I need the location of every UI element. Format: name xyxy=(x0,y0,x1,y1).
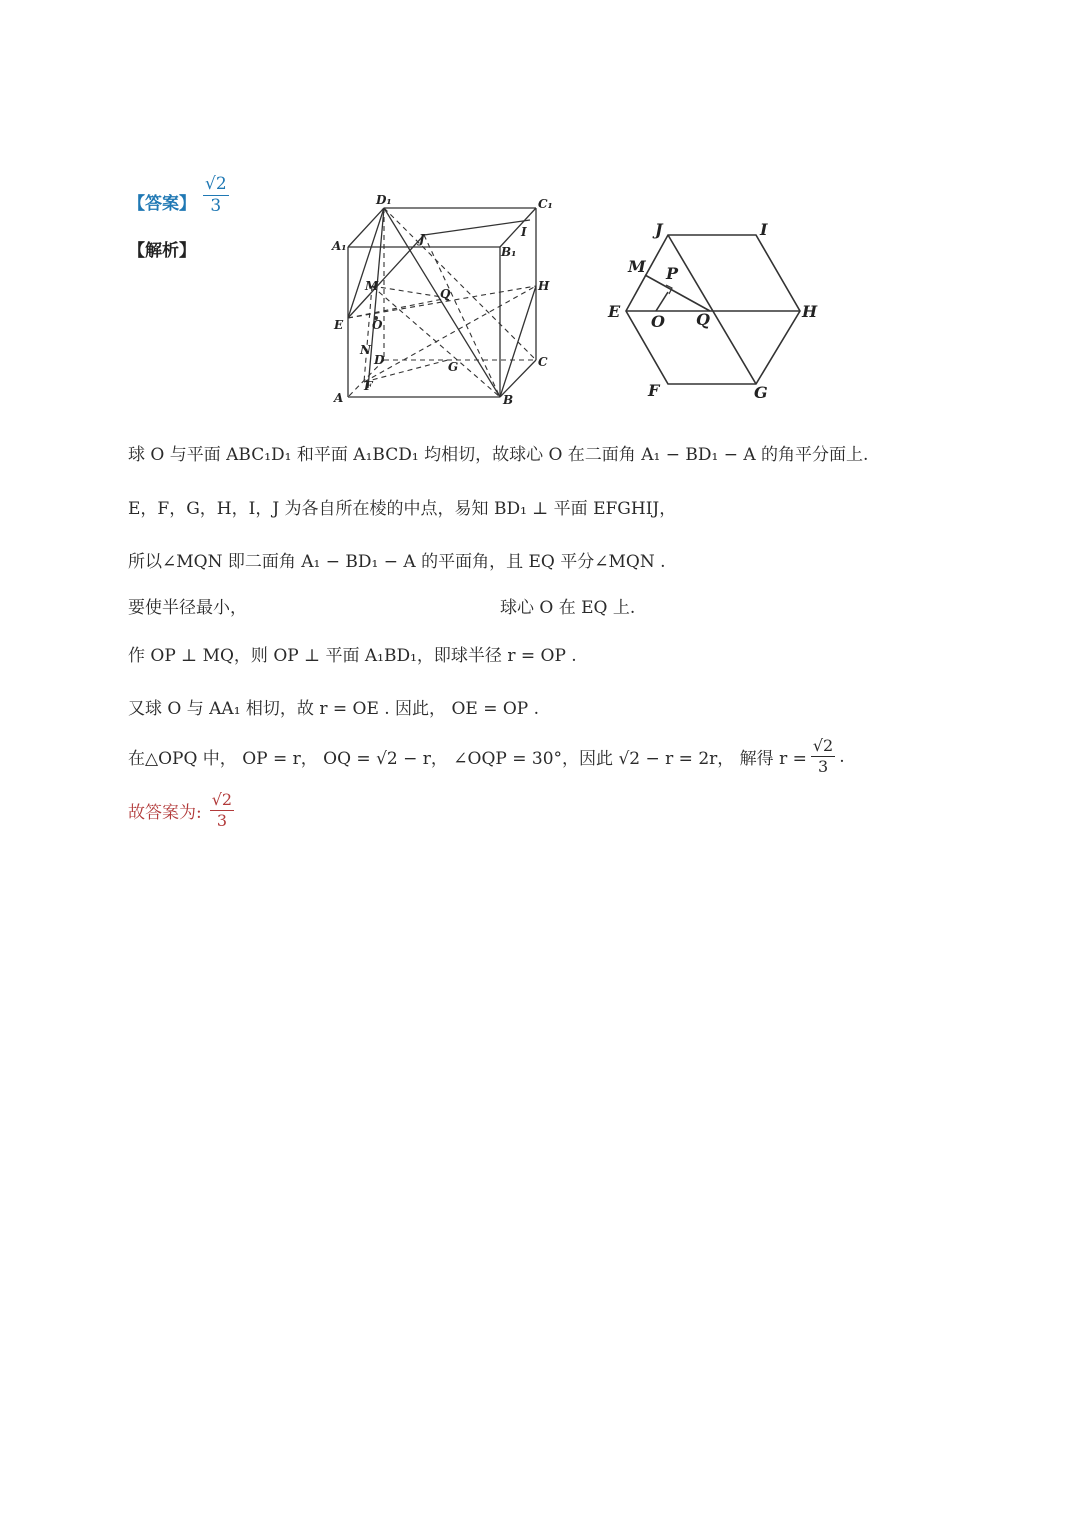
hex-label-Q: Q xyxy=(696,310,710,329)
label-F: F xyxy=(364,379,373,393)
label-C: C xyxy=(538,355,548,369)
label-J: J xyxy=(419,232,425,246)
answer-label: 【答案】 xyxy=(128,194,196,214)
solution-line-6: 又球 O 与 AA₁ 相切，故 r = OE . 因此， OE = OP . xyxy=(128,699,540,719)
solution-line-7-denominator: 3 xyxy=(817,757,829,776)
hex-label-J: J xyxy=(655,220,663,239)
final-answer xyxy=(128,792,234,829)
solution-line-1: 球 O 与平面 ABC₁D₁ 和平面 A₁BCD₁ 均相切，故球心 O 在二面角 A₁ − BD₁ − A 的角平分面上. xyxy=(128,445,869,465)
solution-line-5: 作 OP ⊥ MQ，则 OP ⊥ 平面 A₁BD₁，即球半径 r = OP . xyxy=(128,646,577,666)
hex-label-H: H xyxy=(802,302,818,321)
solution-line-4a: 要使半径最小， xyxy=(128,598,247,618)
label-B1: B₁ xyxy=(501,245,517,259)
label-D: D xyxy=(374,353,385,367)
label-A1: A₁ xyxy=(332,239,347,253)
solution-line-7-numerator: √2 xyxy=(812,736,834,755)
hex-label-O: O xyxy=(651,312,665,331)
solution-line-7-text: 在△OPQ 中， OP = r， OQ = √2 − r， ∠OQP = 30°，因此 √2 − r = 2r， 解得 r = xyxy=(128,749,807,769)
hex-label-P: P xyxy=(666,264,679,283)
hex-label-E: E xyxy=(608,302,621,321)
final-answer-label: 故答案为: xyxy=(128,803,202,823)
hex-label-F: F xyxy=(648,381,660,400)
answer-denominator: 3 xyxy=(210,196,222,216)
answer-value xyxy=(203,176,229,215)
label-A: A xyxy=(334,391,344,405)
label-Q: Q xyxy=(440,287,451,301)
hexagon-figure xyxy=(600,215,830,405)
solution-line-3: 所以∠MQN 即二面角 A₁ − BD₁ − A 的平面角，且 EQ 平分∠MQN . xyxy=(128,552,666,572)
label-H: H xyxy=(538,279,550,293)
label-G: G xyxy=(448,360,459,374)
label-B: B xyxy=(503,393,514,407)
label-E: E xyxy=(334,318,344,332)
label-C1: C₁ xyxy=(538,197,553,211)
hex-label-M: M xyxy=(628,257,646,276)
label-N: N xyxy=(360,343,371,357)
label-M: M xyxy=(365,279,379,293)
label-O: O xyxy=(372,318,383,332)
solution-line-7 xyxy=(128,738,845,775)
label-D1: D₁ xyxy=(376,193,392,207)
analysis-label: 【解析】 xyxy=(128,241,196,261)
solution-line-2: E，F，G，H，I，J 为各自所在棱的中点，易知 BD₁ ⊥ 平面 EFGHIJ， xyxy=(128,499,677,519)
hex-label-G: G xyxy=(754,383,768,402)
solution-line-4b: 球心 O 在 EQ 上. xyxy=(500,598,636,618)
final-answer-denominator: 3 xyxy=(216,811,228,830)
solution-line-7-end: . xyxy=(839,746,845,767)
cube-figure xyxy=(328,188,558,413)
hex-label-I: I xyxy=(760,220,768,239)
label-I: I xyxy=(521,225,527,239)
answer-numerator: √2 xyxy=(205,174,227,194)
final-answer-numerator: √2 xyxy=(211,790,233,809)
